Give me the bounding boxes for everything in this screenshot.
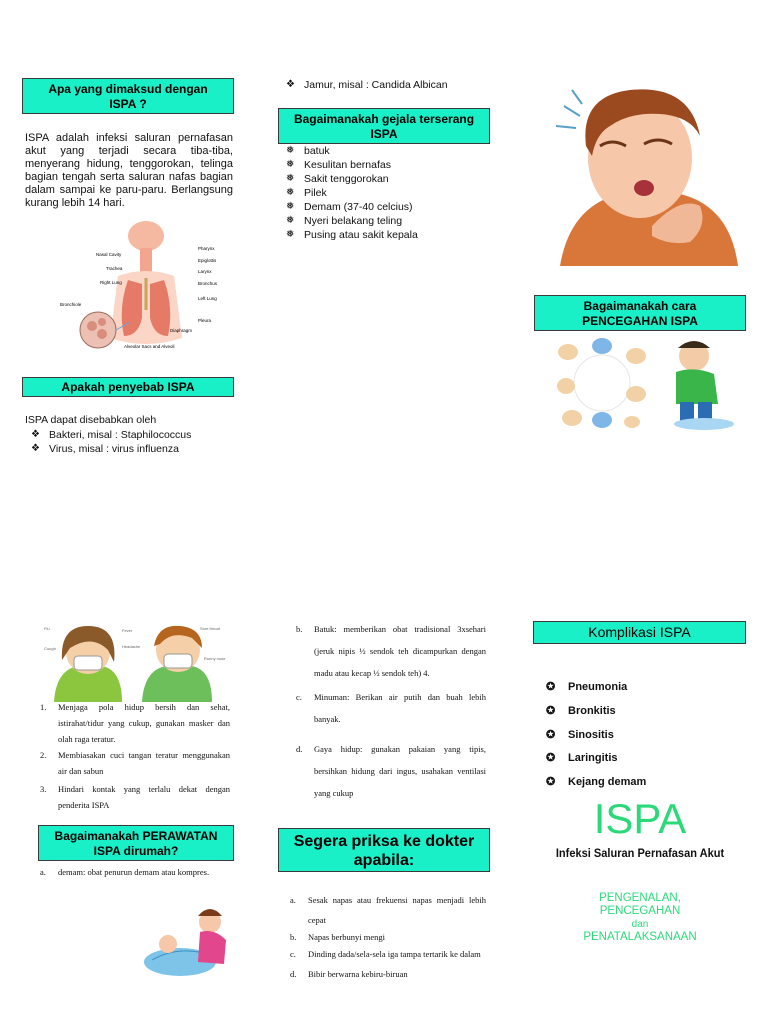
respiratory-anatomy-image [58, 218, 233, 360]
diamond-bullet-icon: ❖ [31, 429, 40, 440]
flower-bullet-icon: ❅ [286, 229, 295, 240]
heading-apa-ispa [22, 78, 234, 114]
diamond-bullet-icon: ❖ [31, 443, 40, 454]
heading-line: Apa yang dimaksud dengan [48, 82, 208, 96]
list-item: 2. Membiasakan cuci tangan teratur menggunakan air dan sabun [40, 750, 230, 776]
list-item: c. Minuman: Berikan air putih dan buah lebih banyak. [296, 692, 486, 724]
list-item: 3. Hindari kontak yang terlalu dekat dengan penderita ISPA [40, 784, 230, 810]
list-item: a. demam: obat penurun demam atau kompres. [40, 867, 210, 877]
flower-bullet-icon: ❅ [286, 201, 295, 212]
doctor-list [290, 890, 486, 984]
list-item: ✪ Pneumonia [546, 676, 736, 700]
list-item: b. Napas berbunyi mengi [290, 932, 385, 942]
sick-child-image [658, 334, 740, 430]
list-item: d. Gaya hidup: gunakan pakaian yang tipis, bersihkan hidung dari ingus, usahakan ventilasi yang cukup [296, 744, 486, 798]
heading-line: Bagaimanakah gejala terserang [293, 112, 475, 126]
heading-line: PENCEGAHAN ISPA [582, 314, 698, 328]
tagline-line: PENCEGAHAN [599, 905, 681, 917]
cover-subtitle: Infeksi Saluran Pernafasan Akut [555, 846, 725, 860]
gear-bullet-icon: ✪ [546, 752, 556, 765]
cause-list [27, 428, 232, 456]
anatomy-label: Larynx [198, 269, 212, 274]
list-item: ✪ Bronkitis [546, 700, 736, 724]
anatomy-label: Epiglottis [198, 258, 217, 263]
anatomy-label: Left Lung [198, 296, 217, 301]
heading-line: apabila: [353, 852, 415, 869]
cover-title: ISPA [593, 795, 687, 842]
heading-line: Komplikasi ISPA [588, 624, 691, 640]
coughing-boy-image [540, 76, 740, 271]
heading-perawatan [38, 825, 234, 861]
prevention-list [40, 699, 230, 813]
cause-list-continued [282, 78, 487, 92]
masked-children-image [42, 620, 226, 702]
gear-bullet-icon: ✪ [546, 704, 556, 717]
heading-line: Apakah penyebab ISPA [61, 380, 195, 394]
symptom-tag: Flu [44, 626, 50, 631]
symptom-tag: Headache [122, 644, 141, 649]
list-item: ✪ Sinositis [546, 724, 736, 748]
flower-bullet-icon: ❅ [286, 159, 295, 170]
list-item: ❖ Jamur, misal : Candida Albican [286, 79, 448, 91]
flower-bullet-icon: ❅ [286, 215, 295, 226]
heading-pencegahan [534, 295, 746, 331]
heading-line: Bagaimanakah cara [583, 299, 697, 313]
handwashing-steps-image [552, 336, 652, 430]
anatomy-label: Right Lung [100, 280, 122, 285]
flower-bullet-icon: ❅ [286, 145, 295, 156]
home-care-list-continued [296, 618, 486, 804]
symptom-tag: Sore throat [200, 626, 220, 631]
list-item: ❖ Virus, misal : virus influenza [31, 443, 179, 455]
list-item: 1. Menjaga pola hidup bersih dan sehat, istirahat/tidur yang cukup, gunakan masker dan olah raga teratur. [40, 702, 230, 744]
anatomy-label: Pleura [198, 318, 212, 323]
list-item: ❅ Demam (37-40 celcius) [286, 201, 413, 213]
symptom-tag: Cough [44, 646, 56, 651]
heading-gejala [278, 108, 490, 144]
flower-bullet-icon: ❅ [286, 187, 295, 198]
list-item: ❅ Pilek [286, 187, 327, 199]
heading-line: ISPA ? [109, 97, 147, 111]
anatomy-label: Trachea [106, 266, 123, 271]
heading-priksa-dokter [278, 828, 490, 872]
list-item: ❅ Sakit tenggorokan [286, 173, 389, 185]
gear-bullet-icon: ✪ [546, 728, 556, 741]
anatomy-label: Nasal Cavity [96, 252, 122, 257]
anatomy-label: Pharynx [198, 246, 215, 251]
heading-komplikasi [533, 621, 746, 644]
gear-bullet-icon: ✪ [546, 776, 556, 789]
list-item: ❅ Nyeri belakang teling [286, 215, 403, 227]
tagline-line: PENGENALAN, [599, 892, 681, 904]
cover-tagline [534, 892, 746, 944]
complication-list [546, 676, 736, 795]
anatomy-label: Alveolar Sacs and Alveoli [124, 344, 175, 349]
diamond-bullet-icon: ❖ [286, 79, 295, 90]
symptom-tag: Fever [122, 628, 133, 633]
list-item: c. Dinding dada/sela-sela iga tampa tertarik ke dalam [290, 949, 481, 959]
heading-line: Bagaimanakah PERAWATAN [54, 829, 218, 843]
anatomy-label: Bronchus [198, 281, 218, 286]
tagline-line: PENATALAKSANAAN [583, 931, 697, 943]
list-item: ❅ Kesulitan bernafas [286, 159, 391, 171]
anatomy-label: Bronchiole [60, 302, 82, 307]
gear-bullet-icon: ✪ [546, 681, 556, 693]
cause-intro: ISPA dapat disebabkan oleh [25, 414, 157, 426]
anatomy-label: Diaphragm [170, 328, 193, 333]
symptom-tag: Runny nose [204, 656, 226, 661]
list-item: b. Batuk: memberikan obat tradisional 3xsehari (jeruk nipis ½ sendok teh dicampurkan dengan madu atau kecap ½ sendok teh) 4. [296, 624, 486, 678]
list-item: ❖ Bakteri, misal : Staphilococcus [31, 429, 192, 441]
list-item: ✪ Laringitis [546, 747, 736, 771]
mother-caring-child-image [140, 904, 236, 978]
symptom-list [282, 144, 487, 242]
tagline-line: dan [631, 919, 649, 930]
flower-bullet-icon: ❅ [286, 173, 295, 184]
heading-line: ISPA dirumah? [93, 844, 179, 858]
heading-penyebab [22, 377, 234, 397]
heading-line: ISPA [370, 127, 398, 141]
heading-line: Segera priksa ke dokter [293, 833, 475, 850]
list-item: a. Sesak napas atau frekuensi napas menjadi lebih cepat [290, 895, 486, 925]
list-item: d. Bibir berwarna kebiru-biruan [290, 969, 408, 979]
ispa-definition: ISPA adalah infeksi saluran pernafasan akut yang terjadi secara tiba-tiba, menyerang hidung, tenggorokan, telinga bagian tengah serta saluran nafas bagian dalam sampai ke paru-paru. Berlangsung kurang lebih 14 hari. [25, 132, 233, 209]
list-item: ✪ Kejang demam [546, 771, 736, 795]
list-item: ❅ Pusing atau sakit kepala [286, 229, 418, 241]
list-item: ❅ batuk [286, 145, 330, 157]
home-care-list [40, 861, 230, 883]
